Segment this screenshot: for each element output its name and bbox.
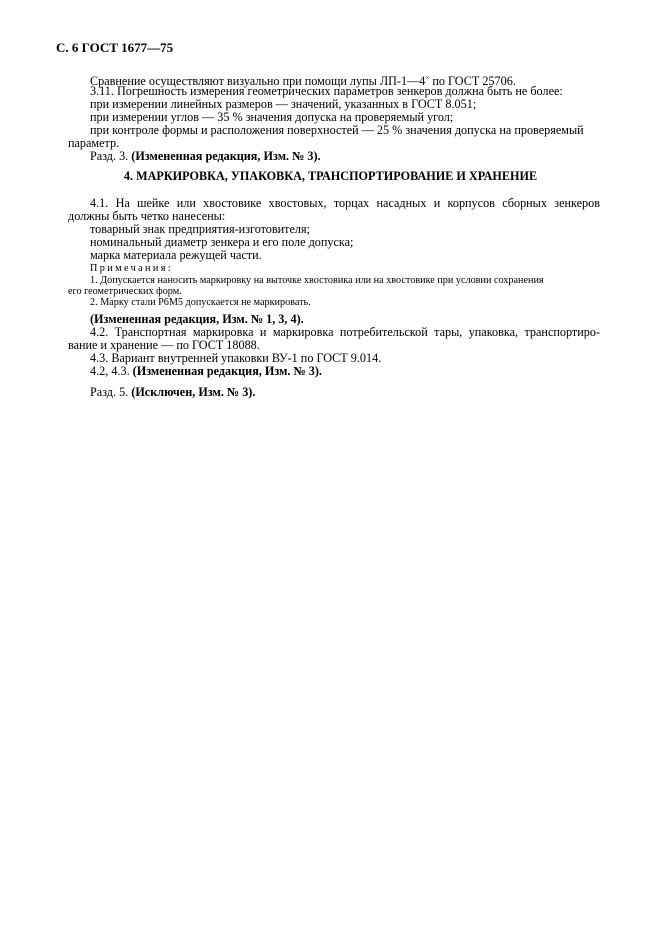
razd3-note: [90, 149, 321, 163]
footnote-mark: ×: [425, 74, 430, 82]
list-item-diameter: номинальный диаметр зенкера и его поле допуска;: [90, 235, 354, 249]
paragraph-4-1-line1: 4.1. На шейке или хвостовике хвостовых, торцах насадных и корпусов сборных зенкеров: [90, 196, 600, 210]
razd3-edit: (Измененная редакция, Изм. № 3).: [131, 149, 321, 163]
paragraph-4-2-line1: 4.2. Транспортная маркировка и маркировка потребительской тары, упаковка, транспортиро-: [90, 325, 600, 339]
paragraph-4-3: 4.3. Вариант внутренней упаковки ВУ-1 по ГОСТ 9.014.: [90, 351, 382, 365]
note-1-line2: его геометрических форм.: [68, 286, 182, 297]
razd3-label: Разд. 3.: [90, 149, 132, 163]
list-item-trademark: товарный знак предприятия-изготовителя;: [90, 222, 310, 236]
list-item-form-cont: параметр.: [68, 136, 120, 150]
paragraph-4-2-line2: вание и хранение — по ГОСТ 18088.: [68, 338, 260, 352]
razd5-text: (Исключен, Изм. № 3).: [131, 385, 256, 399]
razd5-note: [90, 385, 255, 399]
paragraph-4-1-line2: должны быть четко нанесены:: [68, 209, 226, 223]
razd5-label: Разд. 5.: [90, 385, 132, 399]
notes-title: Примечания:: [90, 263, 174, 274]
list-item-linear: при измерении линейных размеров — значений, указанных в ГОСТ 8.051;: [90, 97, 477, 111]
edit-note-1-3-4: (Измененная редакция, Изм. № 1, 3, 4).: [90, 312, 304, 326]
paragraph-comparison-text: Сравнение осуществляют визуально при помощи лупы ЛП-1—4: [90, 74, 426, 89]
section-4-title: 4. МАРКИРОВКА, УПАКОВКА, ТРАНСПОРТИРОВАНИЕ И ХРАНЕНИЕ: [123, 169, 538, 183]
paragraph-comparison-end: по ГОСТ 25706.: [429, 74, 516, 89]
edit-note-4-2-4-3-text: (Измененная редакция, Изм. № 3).: [132, 364, 322, 378]
list-item-angles: при измерении углов — 35 % значения допуска на проверяемый угол;: [90, 110, 454, 124]
note-1-line1: 1. Допускается наносить маркировку на выточке хвостовика или на хвостовике при условии сохранения: [90, 275, 544, 286]
edit-note-4-2-4-3-label: 4.2, 4.3.: [90, 364, 133, 378]
paragraph-3-11: 3.11. Погрешность измерения геометрических параметров зенкеров должна быть не более:: [90, 84, 563, 98]
list-item-material: марка материала режущей части.: [90, 248, 262, 262]
note-2: 2. Марку стали Р6М5 допускается не маркировать.: [90, 297, 311, 308]
page-header: С. 6 ГОСТ 1677—75: [56, 40, 174, 55]
list-item-form: при контроле формы и расположения поверхностей — 25 % значения допуска на проверяемый: [90, 123, 584, 137]
edit-note-4-2-4-3: [90, 364, 322, 378]
